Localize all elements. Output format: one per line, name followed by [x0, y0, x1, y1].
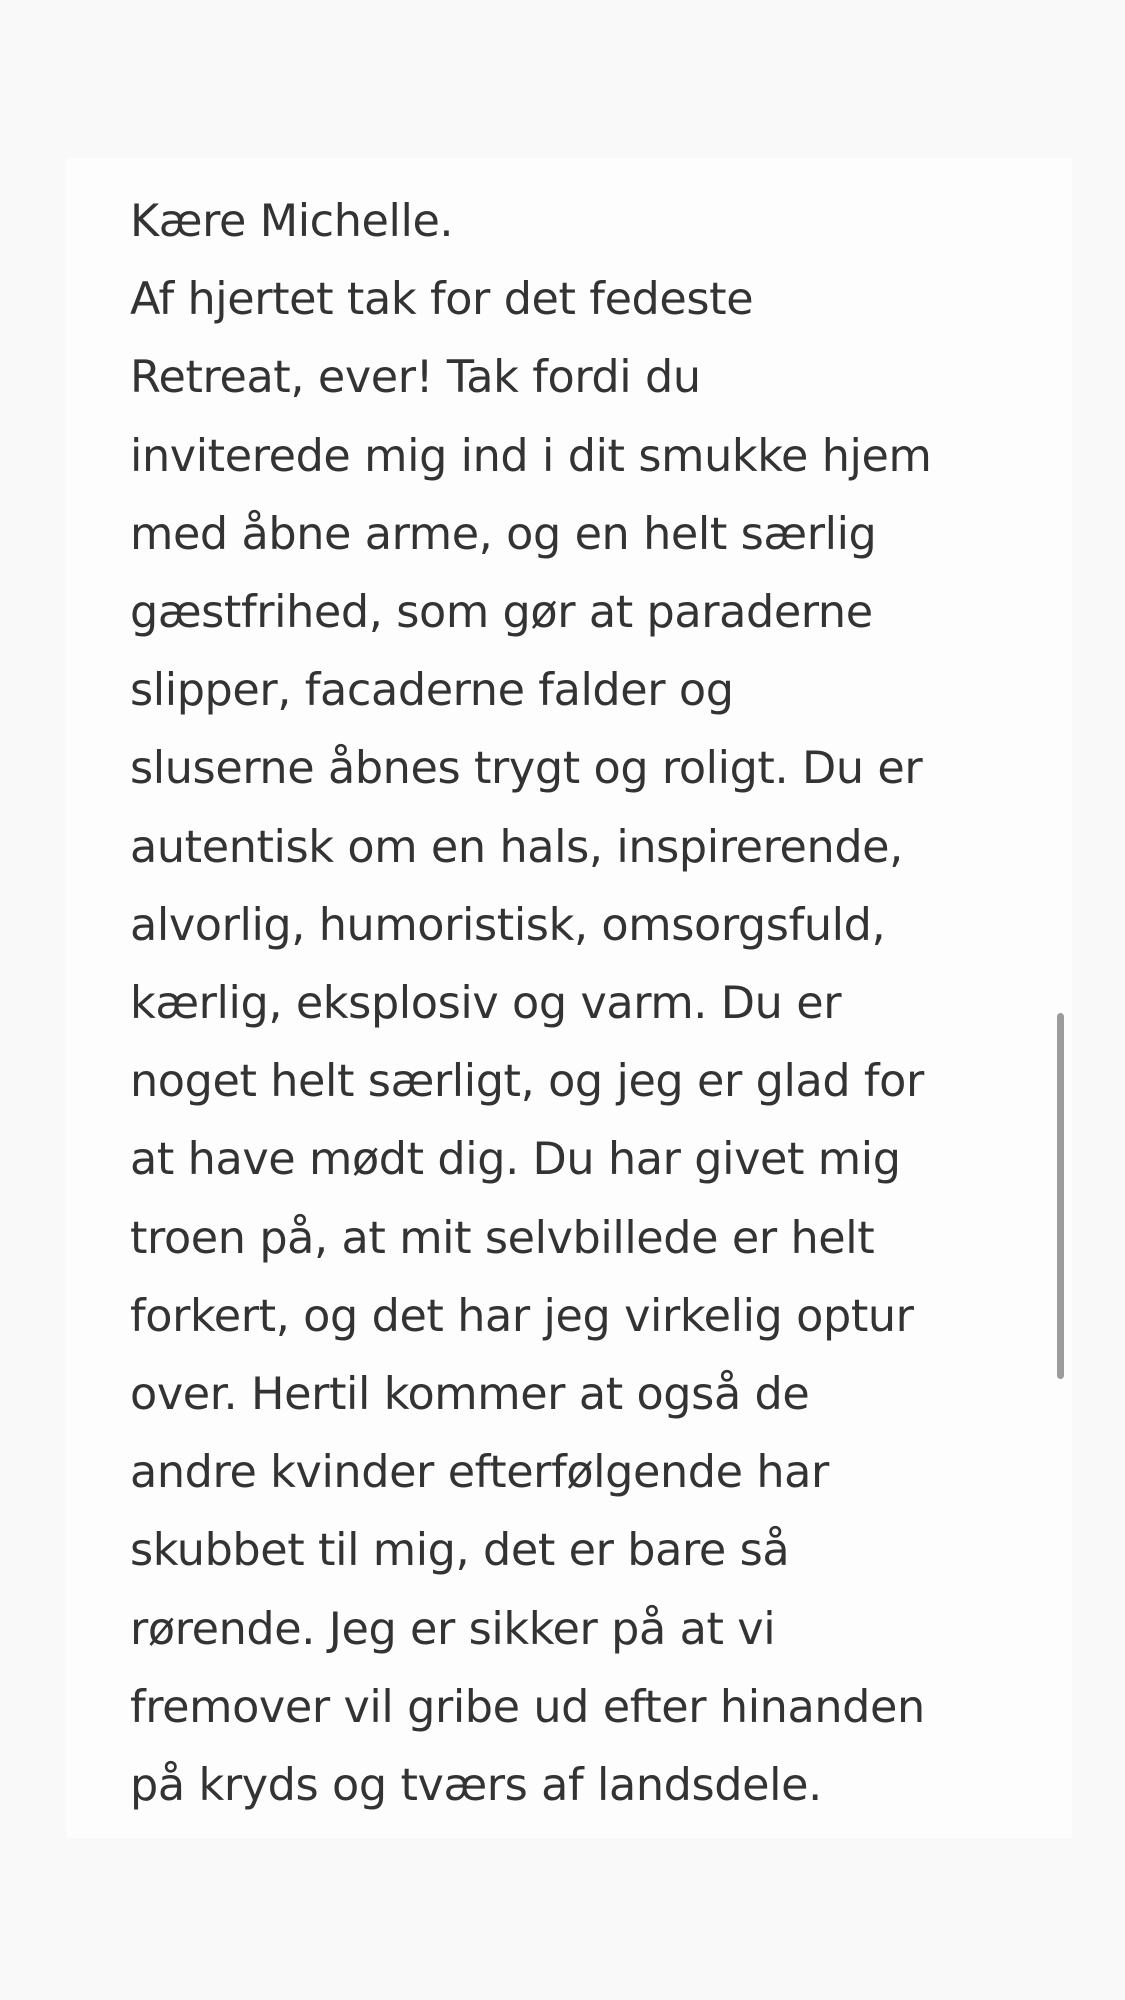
note-line: at have mødt dig. Du har givet mig — [130, 1134, 901, 1186]
note-line: Af hjertet tak for det fedeste — [130, 274, 754, 326]
note-line: gæstfrihed, som gør at paraderne — [130, 587, 873, 639]
note-line: alvorlig, humoristisk, omsorgsfuld, — [130, 899, 886, 951]
note-line: forkert, og det har jeg virkelig optur — [130, 1290, 914, 1342]
note-card[interactable] — [66, 158, 1072, 1838]
note-line: Kære Michelle. — [130, 196, 454, 247]
note-line: noget helt særligt, og jeg er glad for — [130, 1056, 924, 1108]
note-line: over. Hertil kommer at også de — [130, 1369, 810, 1421]
note-line: rørende. Jeg er sikker på at vi — [130, 1603, 776, 1655]
note-body-text[interactable] — [130, 183, 1072, 1825]
note-line: andre kvinder efterfølgende har — [130, 1447, 829, 1499]
vertical-scrollbar[interactable] — [1057, 1013, 1064, 1379]
note-line: med åbne arme, og en helt særlig — [130, 508, 877, 560]
note-line: autentisk om en hals, inspirerende, — [130, 821, 903, 873]
note-line: slipper, facaderne falder og — [130, 665, 734, 717]
note-line: skubbet til mig, det er bare så — [130, 1525, 790, 1577]
note-line: Retreat, ever! Tak fordi du — [130, 352, 701, 404]
note-line: på kryds og tværs af landsdele. — [130, 1760, 822, 1812]
note-line: sluserne åbnes trygt og roligt. Du er — [130, 743, 923, 795]
note-line: inviterede mig ind i dit smukke hjem — [130, 430, 932, 482]
note-line: troen på, at mit selvbillede er helt — [130, 1212, 875, 1264]
note-line: fremover vil gribe ud efter hinanden — [130, 1681, 925, 1733]
note-line: kærlig, eksplosiv og varm. Du er — [130, 978, 842, 1030]
